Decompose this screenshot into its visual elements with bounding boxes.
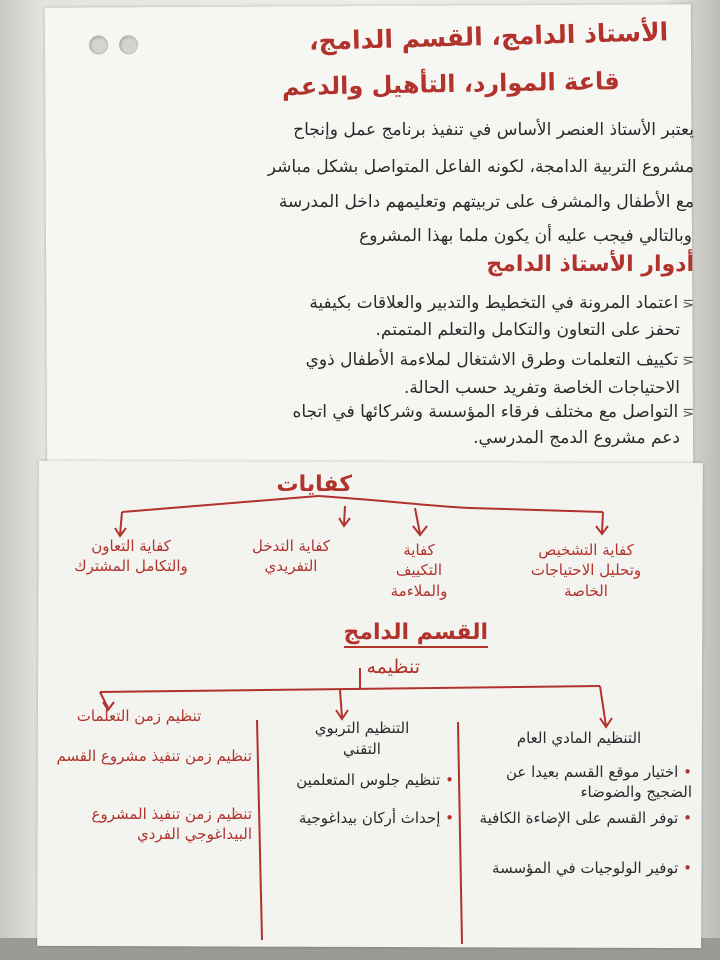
roles-heading: أدوار الأستاذ الدامج [486, 252, 694, 277]
connector-line [122, 496, 318, 512]
intro-line: يعتبر الأستاذ العنصر الأساس في تنفيذ برنامج عمل وإنجاح [293, 120, 694, 140]
connector-line [100, 686, 600, 692]
column-header [474, 728, 684, 749]
poster-subtitle: قاعة الموارد، التأهيل والدعم [282, 67, 621, 101]
column-item: • اختيار موقع القسم بعيدا عن الضجيج والضوضاء [506, 763, 692, 802]
bullet-marker-icon: ⋜ [682, 296, 694, 312]
competency-item [56, 536, 206, 577]
column-header [44, 706, 234, 727]
connector-line [602, 512, 603, 532]
column-item: • تنظيم جلوس المتعلمين [296, 771, 454, 789]
column-item-text: توفير الولوجيات في المؤسسة [492, 859, 679, 877]
competency-line: وتحليل الاحتياجات [530, 561, 642, 580]
intro-line: مع الأطفال والمشرف على تربيتهم وتعليمهم داخل المدرسة [278, 192, 694, 212]
column-header-line: التنظيم المادي العام [516, 729, 642, 747]
column-item-text: تنظيم زمن تنفيذ المشروع البيداغوجي الفردي [91, 805, 252, 844]
competency-line: الخاصة [564, 581, 608, 600]
class-heading: القسم الدامج [344, 620, 488, 648]
column-item [42, 746, 252, 766]
competency-item [226, 536, 356, 577]
poster-title: الأستاذ الدامج، القسم الدامج، [308, 17, 669, 56]
column-item-text: إحداث أركان بيداغوجية [298, 809, 441, 827]
column-header-line: التقني [343, 740, 381, 758]
column-header [272, 718, 452, 760]
role-line: التواصل مع مختلف فرقاء المؤسسة وشركائها في اتجاه [292, 402, 679, 422]
column-item-text: اختيار موقع القسم بعيدا عن الضجيج والضوضاء [506, 763, 692, 802]
connector-line [318, 496, 603, 512]
column-item-text: تنظيم جلوس المتعلمين [296, 771, 441, 789]
competencies-heading: كفايات [276, 472, 352, 497]
intro-line: مشروع التربية الدامجة، لكونه الفاعل المتواصل بشكل مباشر [267, 157, 694, 177]
connector-line [344, 506, 345, 525]
competency-line: كفاية التدخل [251, 537, 331, 555]
competency-line: والتكامل المشترك [74, 557, 188, 576]
connector-line [340, 690, 342, 718]
role-line: اعتماد المرونة في التخطيط والتدبير والعلاقات بكيفية [309, 293, 679, 313]
column-divider [458, 722, 462, 944]
competency-line: التكييف [395, 561, 443, 580]
column-item: • توفير الولوجيات في المؤسسة [492, 859, 692, 877]
competency-line: كفاية [403, 541, 435, 559]
competency-item [506, 540, 666, 601]
connector-line [120, 512, 122, 535]
organization-heading: تنظيمه [366, 656, 420, 678]
column-item: • إحداث أركان بيداغوجية [298, 809, 454, 827]
competency-line: كفاية التعاون [91, 537, 171, 555]
role-line: تكييف التعلمات وطرق الاشتغال لملاءمة الأطفال ذوي [305, 350, 679, 370]
bullet-marker-icon: ⋜ [682, 405, 694, 421]
column-divider [257, 720, 262, 940]
column-item-text: توفر القسم على الإضاءة الكافية [479, 809, 679, 827]
competency-line: والملاءمة [390, 581, 448, 600]
competency-item [364, 540, 474, 601]
role-item-cont: تحفز على التعاون والتكامل والتعلم المتمتم. [375, 320, 680, 340]
competency-line: التفريدي [264, 557, 318, 576]
bullet-marker-icon: ⋜ [682, 353, 694, 369]
intro-line: وبالتالي فيجب عليه أن يكون ملما بهذا المشروع [359, 226, 692, 246]
role-item-cont: الاحتياجات الخاصة وتفريد حسب الحالة. [404, 378, 680, 398]
competency-line: كفاية التشخيص [538, 541, 634, 559]
column-header-line: التنظيم التربوي [314, 719, 410, 737]
role-item-cont: دعم مشروع الدمج المدرسي. [473, 428, 680, 448]
column-item-text: تنظيم زمن تنفيذ مشروع القسم [56, 747, 252, 765]
column-header-line: تنظيم زمن التعلمات [76, 707, 202, 725]
column-item: • توفر القسم على الإضاءة الكافية [479, 809, 692, 827]
column-item [42, 804, 252, 845]
